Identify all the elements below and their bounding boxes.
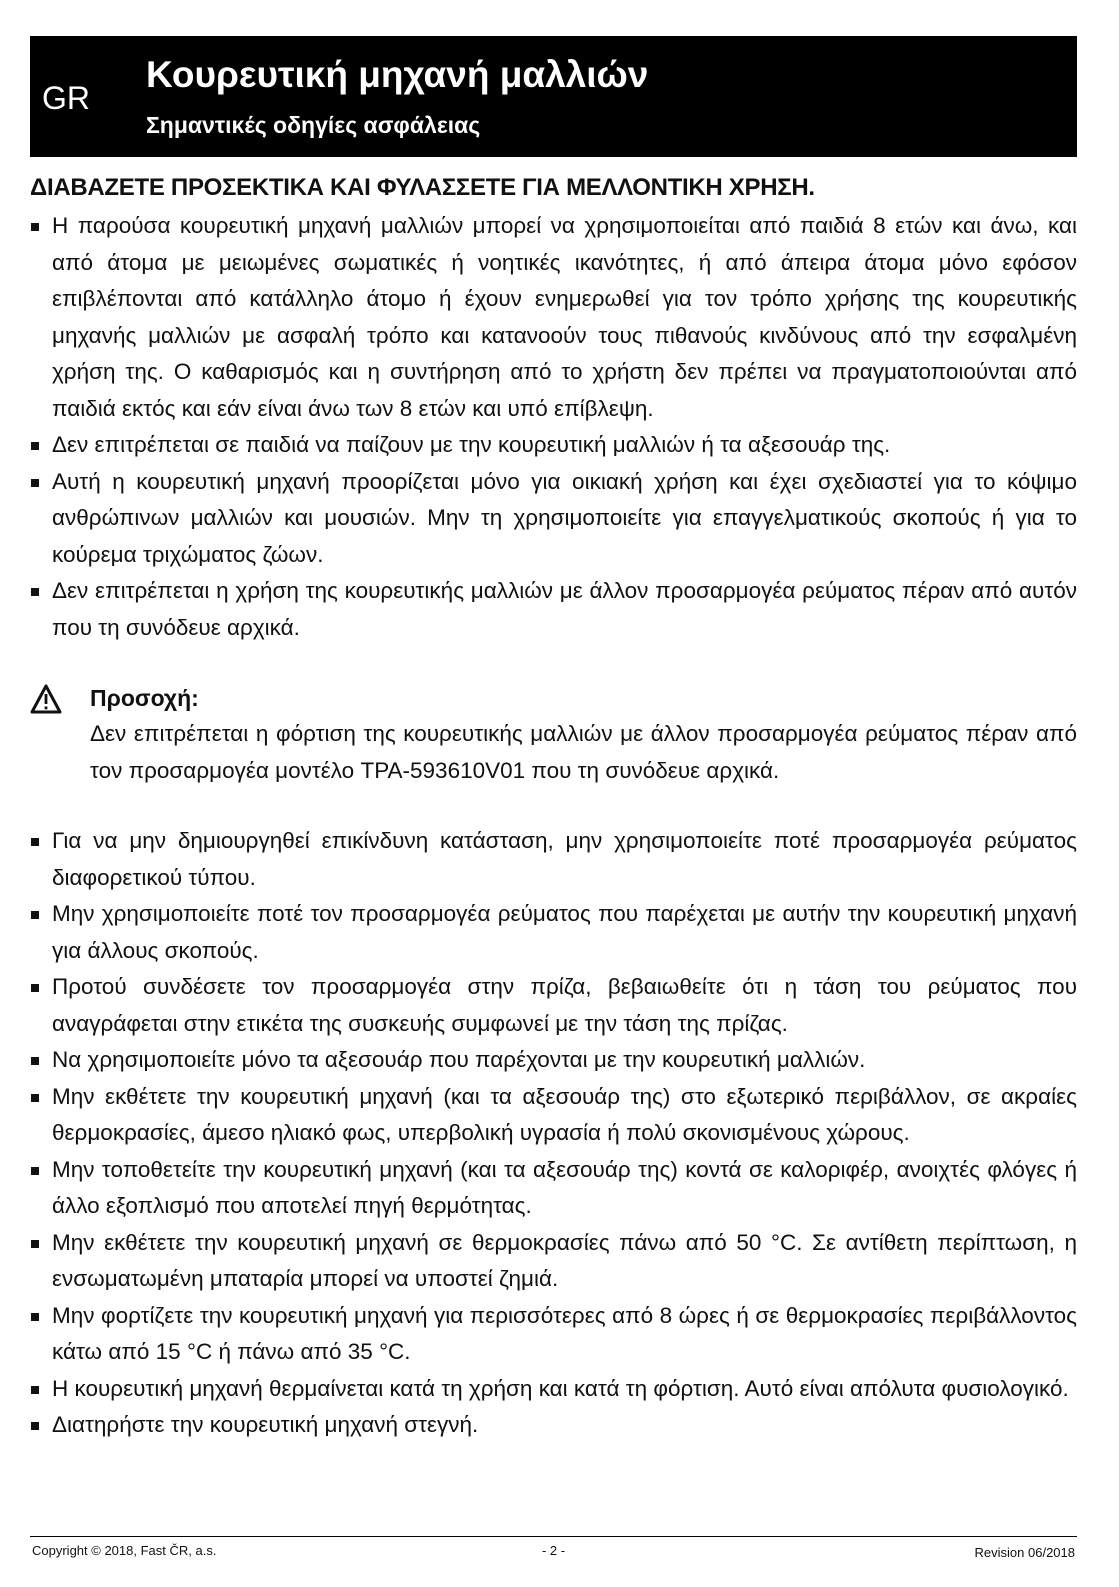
bullet-marker bbox=[31, 1386, 39, 1394]
document-body bbox=[30, 174, 1077, 1444]
bullet-marker bbox=[31, 984, 39, 992]
list-item-text: Δεν επιτρέπεται η χρήση της κουρευτικής μαλλιών με άλλον προσαρμογέα ρεύματος πέραν από αυτόν που τη συνόδευε αρχικά. bbox=[52, 578, 1077, 640]
bullet-marker bbox=[31, 479, 39, 487]
document-title: Κουρευτική μηχανή μαλλιών bbox=[146, 54, 649, 95]
page-footer bbox=[30, 1536, 1077, 1560]
bullet-marker bbox=[31, 1422, 39, 1430]
list-item bbox=[30, 1152, 1077, 1225]
list-item-text: Μην χρησιμοποιείτε ποτέ τον προσαρμογέα ρεύματος που παρέχεται με αυτήν την κουρευτική μηχανή για άλλους σκοπούς. bbox=[52, 901, 1077, 963]
revision-label: Revision 06/2018 bbox=[974, 1545, 1075, 1560]
list-item-text: Διατηρήστε την κουρευτική μηχανή στεγνή. bbox=[52, 1412, 479, 1437]
list-item bbox=[30, 464, 1077, 574]
list-item-text: Η παρούσα κουρευτική μηχανή μαλλιών μπορεί να χρησιμοποιείται από παιδιά 8 ετών και άνω, και από άτομα με μειωμένες σωματικές ή νοητικές ικανότητες, ή από άπειρα άτομα μόνο εφόσον επιβλέπονται από κατάλληλο άτομο ή έχουν ενημερωθεί για τον τρόπο χρήσης της κουρευτικής μηχανής μαλλιών με ασφαλή τρόπο και κατανοούν τους πιθανούς κινδύνους από την εσφαλμένη χρήση της. Ο καθαρισμός και η συντήρηση από το χρήστη δεν πρέπει να πραγματοποιούνται από παιδιά εκτός και εάν είναι άνω των 8 ετών και υπό επίβλεψη. bbox=[52, 213, 1077, 421]
list-item bbox=[30, 573, 1077, 646]
list-item bbox=[30, 1042, 1077, 1079]
lead-instruction: ΔΙΑΒΑΖΕΤΕ ΠΡΟΣΕΚΤΙΚΑ ΚΑΙ ΦΥΛΑΣΣΕΤΕ ΓΙΑ ΜΕΛΛΟΝΤΙΚΗ ΧΡΗΣΗ. bbox=[30, 174, 815, 201]
bullet-marker bbox=[31, 1057, 39, 1065]
language-code: GR bbox=[42, 80, 90, 116]
page-header bbox=[30, 36, 1077, 157]
bullet-marker bbox=[31, 911, 39, 919]
list-item-text: Μην φορτίζετε την κουρευτική μηχανή για περισσότερες από 8 ώρες ή σε θερμοκρασίες περιβάλλοντος κάτω από 15 °C ή πάνω από 35 °C. bbox=[52, 1302, 1077, 1364]
list-item bbox=[30, 1079, 1077, 1152]
bullet-marker bbox=[31, 1240, 39, 1248]
list-item bbox=[30, 1298, 1077, 1371]
list-item-text: Να χρησιμοποιείτε μόνο τα αξεσουάρ που παρέχονται με την κουρευτική μαλλιών. bbox=[52, 1047, 866, 1072]
list-item bbox=[30, 208, 1077, 427]
list-item bbox=[30, 1371, 1077, 1408]
list-item-text: Προτού συνδέσετε τον προσαρμογέα στην πρίζα, βεβαιωθείτε ότι η τάση του ρεύματος που αναγράφεται στην ετικέτα της συσκευής συμφωνεί με την τάση της πρίζας. bbox=[52, 974, 1077, 1036]
list-item-text: Η κουρευτική μηχανή θερμαίνεται κατά τη χρήση και κατά τη φόρτιση. Αυτό είναι απόλυτα φυσιολογικό. bbox=[52, 1375, 1069, 1401]
list-item bbox=[30, 896, 1077, 969]
warning-title: Προσοχή: bbox=[90, 685, 199, 711]
list-item-text: Δεν επιτρέπεται σε παιδιά να παίζουν με την κουρευτική μαλλιών ή τα αξεσουάρ της. bbox=[52, 432, 891, 457]
safety-list-top bbox=[30, 208, 1077, 646]
copyright-notice: Copyright © 2018, Fast ČR, a.s. bbox=[32, 1543, 217, 1558]
page-number: - 2 - bbox=[541, 1543, 566, 1558]
list-item-text: Για να μην δημιουργηθεί επικίνδυνη κατάσταση, μην χρησιμοποιείτε ποτέ προσαρμογέα ρεύματος διαφορετικού τύπου. bbox=[52, 828, 1077, 890]
bullet-marker bbox=[31, 588, 39, 596]
bullet-marker bbox=[31, 838, 39, 846]
warning-block bbox=[30, 680, 1077, 789]
list-item-text: Αυτή η κουρευτική μηχανή προορίζεται μόνο για οικιακή χρήση και έχει σχεδιαστεί για το κόψιμο ανθρώπινων μαλλιών και μουσιών. Μην τη χρησιμοποιείτε για επαγγελματικούς σκοπούς ή για το κούρεμα τριχώματος ζώων. bbox=[52, 468, 1077, 567]
list-item bbox=[30, 969, 1077, 1042]
bullet-marker bbox=[31, 223, 39, 231]
list-item bbox=[30, 1407, 1077, 1444]
bullet-marker bbox=[31, 1094, 39, 1102]
list-item bbox=[30, 1225, 1077, 1298]
list-item-text: Μην εκθέτετε την κουρευτική μηχανή σε θερμοκρασίες πάνω από 50 °C. Σε αντίθετη περίπτωση, η ενσωματωμένη μπαταρία μπορεί να υποστεί ζημιά. bbox=[52, 1229, 1077, 1291]
list-item-text: Μην τοποθετείτε την κουρευτική μηχανή (και τα αξεσουάρ της) κοντά σε καλοριφέρ, ανοιχτές φλόγες ή άλλο εξοπλισμό που αποτελεί πηγή θερμότητας. bbox=[52, 1156, 1077, 1218]
warning-triangle-icon bbox=[30, 684, 62, 714]
warning-text: Δεν επιτρέπεται η φόρτιση της κουρευτικής μαλλιών με άλλον προσαρμογέα ρεύματος πέραν από τον προσαρμογέα μοντέλο TPA-593610V01 που τη συνόδευε αρχικά. bbox=[90, 721, 1077, 783]
bullet-marker bbox=[31, 1313, 39, 1321]
safety-list-bottom bbox=[30, 823, 1077, 1444]
list-item-text: Μην εκθέτετε την κουρευτική μηχανή (και τα αξεσουάρ της) στο εξωτερικό περιβάλλον, σε ακραίες θερμοκρασίες, άμεσο ηλιακό φως, υπερβολική υγρασία ή πολύ σκονισμένους χώρους. bbox=[52, 1083, 1077, 1145]
bullet-marker bbox=[31, 1167, 39, 1175]
list-item bbox=[30, 427, 1077, 464]
bullet-marker bbox=[31, 442, 39, 450]
document-subtitle: Σημαντικές οδηγίες ασφάλειας bbox=[146, 112, 481, 138]
list-item bbox=[30, 823, 1077, 896]
